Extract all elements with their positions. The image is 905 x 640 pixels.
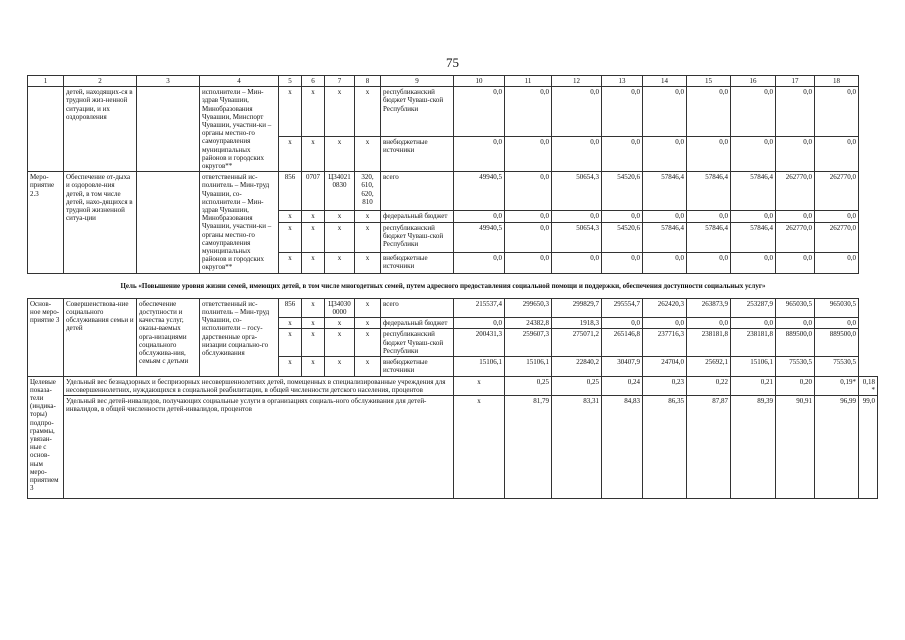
table-cell: x bbox=[302, 357, 325, 376]
table-cell: 0,0 bbox=[776, 87, 815, 137]
table-cell: 81,79 bbox=[505, 395, 552, 498]
table-cell: 965030,5 bbox=[776, 298, 815, 317]
table-cell: 262770,0 bbox=[815, 222, 859, 252]
table-cell: 24704,0 bbox=[643, 357, 687, 376]
table-row bbox=[28, 298, 878, 317]
table-cell: 0,0 bbox=[552, 252, 602, 273]
goal-title: Цель «Повышение уровня жизни семей, имеющих детей, в том числе многодетных семей, путем адресного предоставления социальной помощи и поддержки, обеспечения доступности социальных услуг» bbox=[28, 273, 859, 298]
table-cell: республиканский бюджет Чуваш-ской Республики bbox=[381, 222, 454, 252]
table-cell: 75530,5 bbox=[815, 357, 859, 376]
column-header: 7 bbox=[325, 76, 355, 87]
table-cell: 15106,1 bbox=[731, 357, 776, 376]
table-cell: ответственный ис-полнитель – Мин-труд Чувашии, со-исполнители – Мин-здрав Чувашии, Минобразования Чувашии, участни-ки – органы местно-го самоуправления муниципальных районов и городских округов** bbox=[200, 172, 279, 273]
table-cell: 0,0 bbox=[687, 210, 731, 222]
table-cell: федеральный бюджет bbox=[381, 318, 454, 329]
table-cell: x bbox=[302, 318, 325, 329]
table-cell: 0,0 bbox=[731, 252, 776, 273]
column-header: 15 bbox=[687, 76, 731, 87]
table-cell: Меро-приятие 2.3 bbox=[28, 172, 64, 273]
table-cell: 237716,3 bbox=[643, 329, 687, 357]
column-header: 5 bbox=[279, 76, 302, 87]
column-header: 10 bbox=[454, 76, 505, 87]
table-cell: 75530,5 bbox=[776, 357, 815, 376]
table-cell: 0,0 bbox=[815, 210, 859, 222]
column-header: 11 bbox=[505, 76, 552, 87]
table-cell: 0,0 bbox=[731, 87, 776, 137]
column-header: 13 bbox=[602, 76, 643, 87]
table-cell: 0,0 bbox=[454, 252, 505, 273]
table-cell: 0,0 bbox=[776, 210, 815, 222]
column-header: 18 bbox=[815, 76, 859, 87]
table-cell: x bbox=[355, 137, 381, 172]
table-cell: 0,0 bbox=[552, 87, 602, 137]
column-header: 1 bbox=[28, 76, 64, 87]
column-header: 8 bbox=[355, 76, 381, 87]
table-cell: 265146,8 bbox=[602, 329, 643, 357]
table-cell: 0,0 bbox=[776, 137, 815, 172]
table-cell: 0,0 bbox=[602, 210, 643, 222]
table-cell: Обеспечение от-дыха и оздоровле-ния детей, в том числе детей, нахо-дящихся в трудной жизненной ситуа-ции bbox=[64, 172, 137, 273]
table-cell: 0,0 bbox=[505, 222, 552, 252]
table-cell: 15106,1 bbox=[454, 357, 505, 376]
table-cell: 57846,4 bbox=[643, 222, 687, 252]
table-cell: 0,0 bbox=[643, 210, 687, 222]
table-cell: 57846,4 bbox=[687, 172, 731, 211]
table-cell: 25692,1 bbox=[687, 357, 731, 376]
table-cell: 0,0 bbox=[505, 210, 552, 222]
table-cell: 295554,7 bbox=[602, 298, 643, 317]
table-cell: 87,87 bbox=[687, 395, 731, 498]
table-cell: 84,83 bbox=[602, 395, 643, 498]
table-cell: 22840,2 bbox=[552, 357, 602, 376]
table-cell: x bbox=[302, 87, 325, 137]
table-cell: 0,0 bbox=[454, 318, 505, 329]
table-cell: 0,22 bbox=[687, 376, 731, 395]
table-cell: x bbox=[302, 210, 325, 222]
table-cell: 238181,8 bbox=[687, 329, 731, 357]
table-cell: 0,0 bbox=[815, 252, 859, 273]
table-cell: 0,0 bbox=[687, 87, 731, 137]
table-cell: x bbox=[279, 87, 302, 137]
table-cell: x bbox=[279, 252, 302, 273]
table-cell: 263873,9 bbox=[687, 298, 731, 317]
table-cell: обеспечение доступности и качества услуг, оказы-ваемых орга-низациями социального обслужива-ния, семьям с детьми bbox=[137, 298, 200, 376]
table-cell: x bbox=[454, 376, 505, 395]
table-cell: x bbox=[325, 222, 355, 252]
table-cell: 0,23 bbox=[643, 376, 687, 395]
table-cell: 0,0 bbox=[776, 252, 815, 273]
table-cell: 262770,0 bbox=[815, 172, 859, 211]
table-cell: x bbox=[325, 252, 355, 273]
column-header: 16 bbox=[731, 76, 776, 87]
table-cell: 1918,3 bbox=[552, 318, 602, 329]
table-cell: 0,19* bbox=[815, 376, 859, 395]
table-cell: 0,0 bbox=[815, 87, 859, 137]
table-cell: x bbox=[302, 137, 325, 172]
table-cell: ответственный ис-полнитель – Мин-труд Чувашии, со-исполнители – госу-дарственные орга-низации социально-го обслуживания bbox=[200, 298, 279, 376]
table-cell: 259607,3 bbox=[505, 329, 552, 357]
table-cell: 96,99 bbox=[815, 395, 859, 498]
table-cell: 0,0 bbox=[454, 210, 505, 222]
table-cell: 0,0 bbox=[602, 137, 643, 172]
table-cell: Целевые показа-тели (индика-торы) подпро-граммы, увязан-ные с основ-ным меро-приятием 3 bbox=[28, 376, 64, 498]
table-cell: x bbox=[355, 357, 381, 376]
table-cell: x bbox=[355, 329, 381, 357]
table-cell: x bbox=[355, 318, 381, 329]
table-cell: всего bbox=[381, 298, 454, 317]
table-cell: 0,0 bbox=[602, 87, 643, 137]
column-header: 3 bbox=[137, 76, 200, 87]
table-cell: 54520,6 bbox=[602, 222, 643, 252]
table-cell: x bbox=[325, 210, 355, 222]
table-cell: внебюджетные источники bbox=[381, 357, 454, 376]
column-header: 4 bbox=[200, 76, 279, 87]
table-cell: 0,0 bbox=[687, 252, 731, 273]
table-cell: x bbox=[355, 252, 381, 273]
table-cell: 0,0 bbox=[505, 87, 552, 137]
table-cell: 253287,9 bbox=[731, 298, 776, 317]
table-cell: 0,25 bbox=[505, 376, 552, 395]
table-cell: 0,0 bbox=[454, 87, 505, 137]
table-cell: 0,0 bbox=[454, 137, 505, 172]
table-cell: исполнители – Мин-здрав Чувашии, Минобразования Чувашии, Минспорт Чувашии, участни-ки – органы местно-го самоуправления муниципальных районов и городских округов** bbox=[200, 87, 279, 172]
table-cell: 30407,9 bbox=[602, 357, 643, 376]
table-cell: x bbox=[279, 137, 302, 172]
table-cell: x bbox=[302, 252, 325, 273]
table-cell: 57846,4 bbox=[643, 172, 687, 211]
table-cell: 215537,4 bbox=[454, 298, 505, 317]
column-header: 2 bbox=[64, 76, 137, 87]
table-cell: 57846,4 bbox=[687, 222, 731, 252]
table-cell: детей, находящих-ся в трудной жиз-ненной ситуации, и их оздоровления bbox=[64, 87, 137, 172]
table-row bbox=[28, 172, 878, 211]
table-cell: 856 bbox=[279, 172, 302, 211]
table-cell: 0,0 bbox=[602, 318, 643, 329]
table-cell: внебюджетные источники bbox=[381, 137, 454, 172]
table-cell: x bbox=[355, 210, 381, 222]
table-cell: 299829,7 bbox=[552, 298, 602, 317]
table-cell: Совершенствова-ние социального обслуживания семьи и детей bbox=[64, 298, 137, 376]
table-cell: 0,0 bbox=[731, 137, 776, 172]
table-cell: 0,0 bbox=[552, 137, 602, 172]
table-cell: 99,0 bbox=[859, 395, 878, 498]
table-cell: x bbox=[279, 357, 302, 376]
table-cell: 262770,0 bbox=[776, 222, 815, 252]
table-cell: федеральный бюджет bbox=[381, 210, 454, 222]
column-header: 14 bbox=[643, 76, 687, 87]
table-cell: 57846,4 bbox=[731, 222, 776, 252]
table-cell: 0,0 bbox=[815, 137, 859, 172]
column-header: 12 bbox=[552, 76, 602, 87]
table-cell: 965030,5 bbox=[815, 298, 859, 317]
page-number: 75 bbox=[446, 55, 459, 70]
table-cell: 0,0 bbox=[731, 210, 776, 222]
table-cell: 0,0 bbox=[687, 137, 731, 172]
table-cell: Ц34021 0830 bbox=[325, 172, 355, 211]
table-cell: x bbox=[355, 222, 381, 252]
table-cell: x bbox=[302, 222, 325, 252]
table-cell: 262770,0 bbox=[776, 172, 815, 211]
table-cell: x bbox=[279, 318, 302, 329]
table-cell: 238181,8 bbox=[731, 329, 776, 357]
goal-row bbox=[28, 273, 878, 298]
table-cell: x bbox=[325, 329, 355, 357]
indicator-row bbox=[28, 376, 878, 395]
table-cell: 15106,1 bbox=[505, 357, 552, 376]
table-cell: 275071,2 bbox=[552, 329, 602, 357]
table-cell: внебюджетные источники bbox=[381, 252, 454, 273]
column-header: 9 bbox=[381, 76, 454, 87]
table-cell: 0,0 bbox=[643, 87, 687, 137]
table-cell: x bbox=[325, 318, 355, 329]
column-header: 17 bbox=[776, 76, 815, 87]
empty-cell bbox=[28, 87, 64, 172]
table-cell: 856 bbox=[279, 298, 302, 317]
table-cell: x bbox=[279, 210, 302, 222]
table-cell: 320, 610, 620, 810 bbox=[355, 172, 381, 211]
table-cell: 0,0 bbox=[687, 318, 731, 329]
budget-table bbox=[27, 75, 878, 499]
table-cell: 83,31 bbox=[552, 395, 602, 498]
table-cell: 0,0 bbox=[815, 318, 859, 329]
table-cell: 0,0 bbox=[643, 137, 687, 172]
table-cell: 50654,3 bbox=[552, 222, 602, 252]
table-cell: 86,35 bbox=[643, 395, 687, 498]
indicator-row bbox=[28, 395, 878, 498]
table-cell: x bbox=[325, 87, 355, 137]
table-cell: 0,20 bbox=[776, 376, 815, 395]
table-cell: 50654,3 bbox=[552, 172, 602, 211]
table-cell: 49940,5 bbox=[454, 172, 505, 211]
header-row bbox=[28, 76, 878, 87]
column-header: 6 bbox=[302, 76, 325, 87]
table-cell: 299650,3 bbox=[505, 298, 552, 317]
table-cell: x bbox=[355, 87, 381, 137]
table-cell: x bbox=[454, 395, 505, 498]
empty-cell bbox=[137, 87, 200, 172]
table-cell: республиканский бюджет Чуваш-ской Республики bbox=[381, 87, 454, 137]
table-cell: 200431,3 bbox=[454, 329, 505, 357]
table-cell: 57846,4 bbox=[731, 172, 776, 211]
table-cell: 889500,0 bbox=[776, 329, 815, 357]
table-cell: Ц34030 0000 bbox=[325, 298, 355, 317]
table-cell: 24382,8 bbox=[505, 318, 552, 329]
table-cell: 0,0 bbox=[505, 252, 552, 273]
table-cell: x bbox=[325, 357, 355, 376]
table-cell: 0707 bbox=[302, 172, 325, 211]
empty-cell bbox=[137, 172, 200, 273]
table-cell: 0,18* bbox=[859, 376, 878, 395]
table-cell: x bbox=[302, 298, 325, 317]
table-cell: 0,0 bbox=[602, 252, 643, 273]
table-cell: 0,25 bbox=[552, 376, 602, 395]
table-cell: 90,91 bbox=[776, 395, 815, 498]
table-cell: 0,0 bbox=[643, 318, 687, 329]
table-cell: x bbox=[302, 329, 325, 357]
table-cell: 0,24 bbox=[602, 376, 643, 395]
table-cell: республиканский бюджет Чуваш-ской Республики bbox=[381, 329, 454, 357]
table-cell: x bbox=[355, 298, 381, 317]
table-cell: всего bbox=[381, 172, 454, 211]
table-cell: 889500,0 bbox=[815, 329, 859, 357]
table-cell: 54520,6 bbox=[602, 172, 643, 211]
table-cell: 49940,5 bbox=[454, 222, 505, 252]
table-cell: x bbox=[325, 137, 355, 172]
table-cell: Основ-ное меро-приятие 3 bbox=[28, 298, 64, 376]
table-cell: x bbox=[279, 222, 302, 252]
table-cell: 0,0 bbox=[505, 172, 552, 211]
table-cell: 0,0 bbox=[552, 210, 602, 222]
table-cell: 0,0 bbox=[776, 318, 815, 329]
indicator-text: Удельный вес безнадзорных и беспризорных несовершеннолетних детей, помещенных в специализированные учреждения для несовершеннолетних, нуждающихся в социальной реабилитации, в общей численности детского населения, процентов bbox=[64, 376, 454, 395]
table-row bbox=[28, 87, 878, 137]
table-cell: 262420,3 bbox=[643, 298, 687, 317]
indicator-text: Удельный вес детей-инвалидов, получающих социальные услуги в организациях социаль-ного обслуживания для детей-инвалидов, в общей численности детей-инвалидов, процентов bbox=[64, 395, 454, 498]
table-cell: 0,0 bbox=[643, 252, 687, 273]
table-cell: x bbox=[279, 329, 302, 357]
table-cell: 0,0 bbox=[505, 137, 552, 172]
table-cell: 89,39 bbox=[731, 395, 776, 498]
table-cell: 0,0 bbox=[731, 318, 776, 329]
table-cell: 0,21 bbox=[731, 376, 776, 395]
